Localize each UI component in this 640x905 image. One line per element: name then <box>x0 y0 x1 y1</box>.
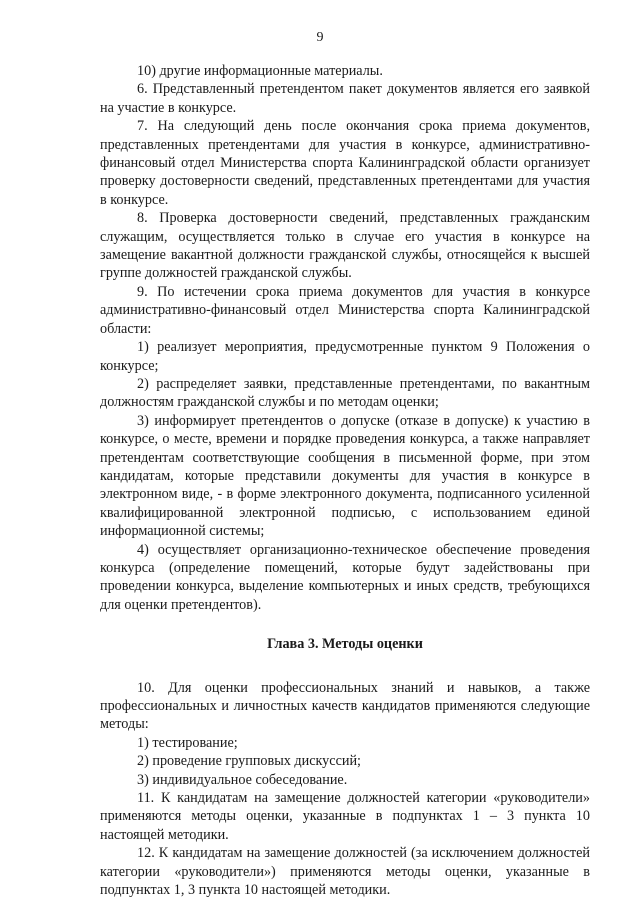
paragraph-10-item-2: 2) проведение групповых дискуссий; <box>137 753 361 770</box>
paragraph-9-item-1: 1) реализует мероприятия, предусмотренные пунктом 9 Положения о конкурсе; <box>100 339 590 374</box>
paragraph-9-item-3: 3) информирует претендентов о допуске (отказе в допуске) к участию в конкурсе, о месте, времени и порядке проведения конкурса, а также направляет претендентам соответствующие сообщения в письменной форме, при этом кандидатам, которые представили документы для участия в конкурсе в электронном виде, - в форме электронного документа, подписанного усиленной квалифицированной электронной подписью, с использованием единой информационной системы; <box>100 412 590 540</box>
list-item-10-other-materials: 10) другие информационные материалы. <box>137 63 383 79</box>
paragraph-11: 11. К кандидатам на замещение должностей категории «руководители» применяются методы оценки, указанные в подпунктах 1 – 3 пункта 10 настоящей методики. <box>100 790 590 843</box>
chapter-heading: Глава 3. Методы оценки <box>267 636 423 653</box>
paragraph-8: 8. Проверка достоверности сведений, представленных гражданским служащим, осуществляется только в случае его участия в конкурсе на замещение вакантной должности гражданской службы, относящейся к высшей группе должностей гражданской службы. <box>100 210 590 282</box>
paragraph-7: 7. На следующий день после окончания срока приема документов, представленных претендентами для участия в конкурсе, административно-финансовый отдел Министерства спорта Калининградской области организует проверку достоверности сведений, представленных претендентами для участия в конкурсе. <box>100 118 590 208</box>
document-body <box>100 62 590 899</box>
paragraph-9-item-2: 2) распределяет заявки, представленные претендентами, по вакантным должностям гражданской службы и по методам оценки; <box>100 375 590 411</box>
paragraph-9-item-4: 4) осуществляет организационно-техническое обеспечение проведения конкурса (определение помещений, которые будут задействованы при проведении конкурса, выделение компьютерных и иных средств, требующихся для оценки претендентов). <box>100 541 590 613</box>
paragraph-9: 9. По истечении срока приема документов для участия в конкурсе административно-финансовый отдел Министерства спорта Калининградской области: <box>100 283 590 337</box>
paragraph-10-item-3: 3) индивидуальное собеседование. <box>137 771 348 788</box>
paragraph-12: 12. К кандидатам на замещение должностей (за исключением должностей категории «руководители») применяются методы оценки, указанные в подпунктах 1, 3 пункта 10 настоящей методики. <box>100 845 590 899</box>
paragraph-10: 10. Для оценки профессиональных знаний и навыков, а также профессиональных и личностных качеств кандидатов применяются следующие методы: <box>100 679 590 733</box>
paragraph-10-item-1: 1) тестирование; <box>137 734 238 751</box>
page-number: 9 <box>316 30 324 45</box>
paragraph-6: 6. Представленный претендентом пакет документов является его заявкой на участие в конкурсе. <box>100 81 590 116</box>
